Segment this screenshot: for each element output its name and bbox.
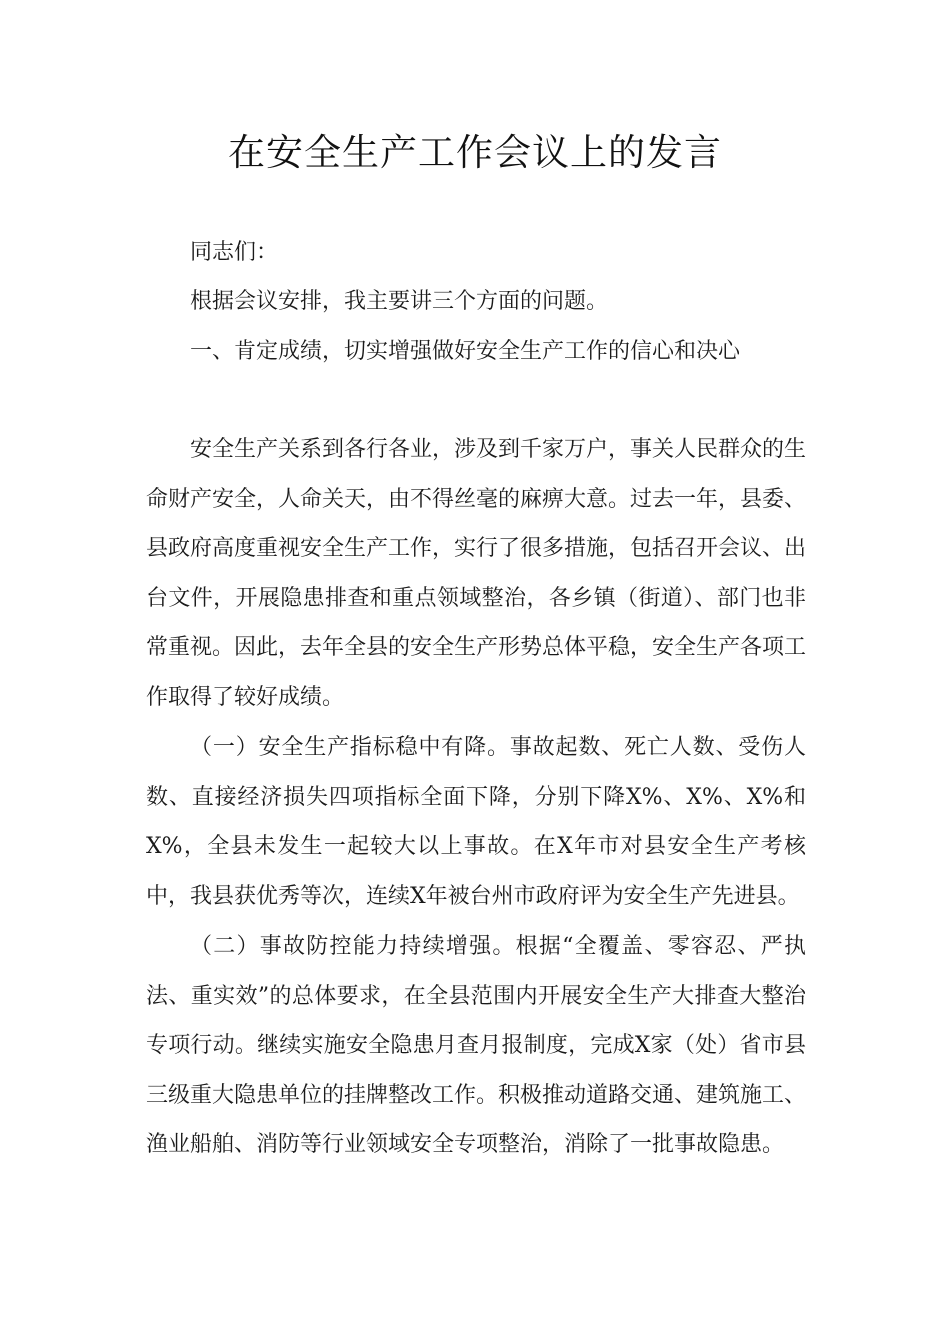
intro-sentence: 根据会议安排，我主要讲三个方面的问题。 (190, 289, 609, 314)
document-title: 在安全生产工作会议上的发言 (228, 131, 722, 174)
section-heading: 一、肯定成绩，切实增强做好安全生产工作的信心和决心 (190, 339, 741, 364)
paragraph: 安全生产关系到各行各业，涉及到千家万户，事关人民群众的生命财产安全，人命关天，由不得丝毫的麻痹大意。过去一年，县委、县政府高度重视安全生产工作，实行了很多措施，包括召开会议、出台文件，开展隐患排查和重点领域整治，各乡镇（街道）、部门也非常重视。因此，去年全县的安全生产形势总体平稳，安全生产各项工作取得了较好成绩。 (146, 437, 807, 710)
paragraph: （二）事故防控能力持续增强。根据“全覆盖、零容忍、严执法、重实效”的总体要求，在全县范围内开展安全生产大排查大整治专项行动。继续实施安全隐患月查月报制度，完成X家（处）省市县三级重大隐患单位的挂牌整改工作。积极推动道路交通、建筑施工、渔业船舶、消防等行业领域安全专项整治，消除了一批事故隐患。 (146, 934, 807, 1158)
salutation: 同志们： (190, 240, 279, 265)
paragraph: （一）安全生产指标稳中有降。事故起数、死亡人数、受伤人数、直接经济损失四项指标全面下降，分别下降X%、X%、X%和X%，全县未发生一起较大以上事故。在X年市对县安全生产考核中，我县获优秀等次，连续X年被台州市政府评为安全生产先进县。 (146, 735, 806, 909)
